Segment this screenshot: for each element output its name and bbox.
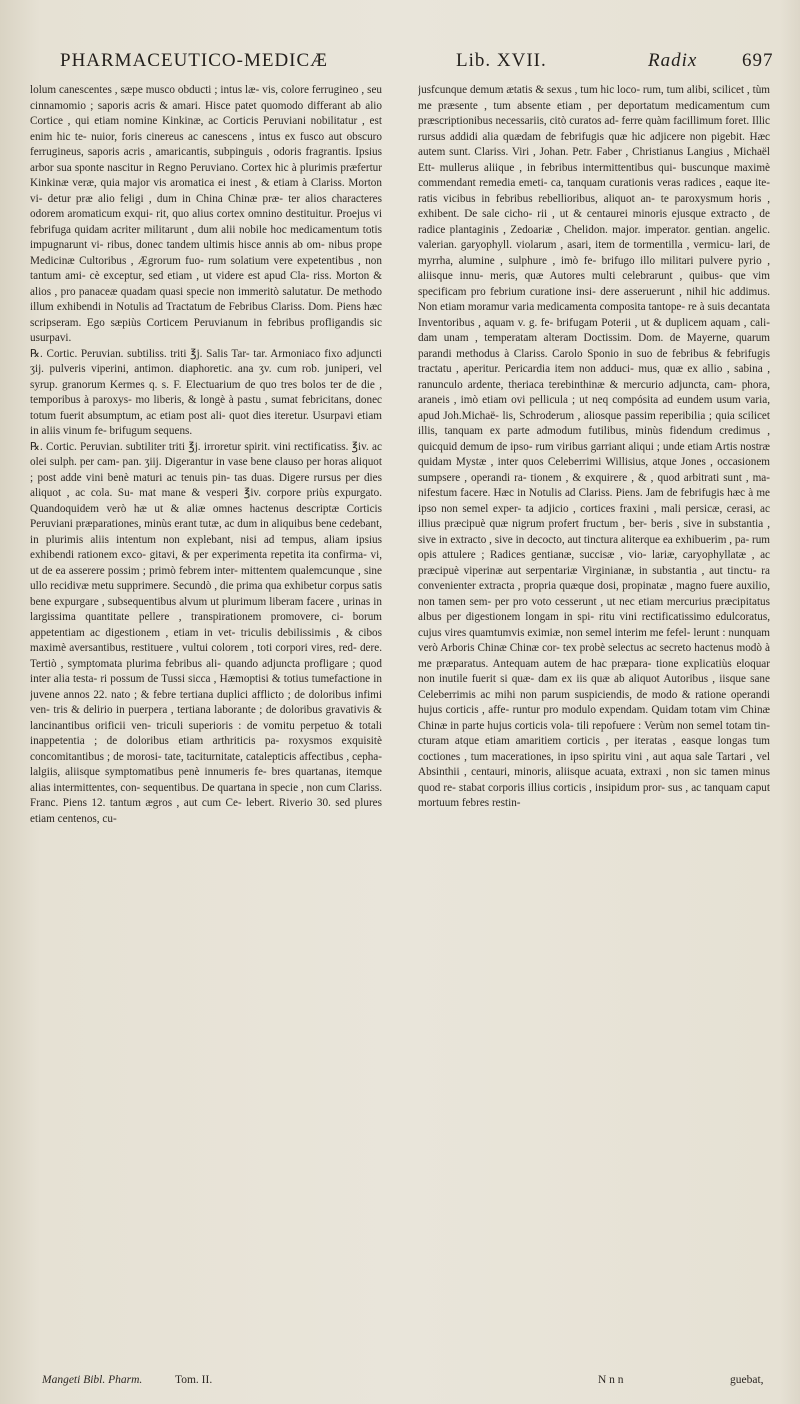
catchword: guebat, (730, 1374, 764, 1386)
header-title: PHARMACEUTICO-MEDICÆ (60, 50, 329, 71)
running-header (0, 44, 800, 78)
left-column (30, 83, 382, 1373)
paragraph: ℞. Cortic. Peruvian. subtiliter triti ℥j. irroretur spirit. vini rectificatiss. ℥iv. ac olei sulph. per cam- pan. ʒiij. Digerantur in vase bene clauso per horas aliquot ; post adde vini benè maturi ac tenuis pin- tas duas. Digere rursus per dies aliquot , ac cola. Su- mat mane & vesperi ℥iv. corpore priùs expurgato. Quandoquidem verò hæ ut & aliæ omnes hactenus descriptæ Corticis Peruviani præparationes, minùs erant tutæ, ac dum in aliquibus bene cedebant, in plurimis aliis intentum non explebant, nisi ad tempus, aliam ipsius exhibendi rationem exco- gitavi, & per experimenta repetita ita confirma- vi, ut de ea asserere possim ; primò febrem inter- mittentem qualemcunque , sine ullo recidivæ metu supprimere. Secundò , die prima qua exhibetur corpus satis bene expurgare , subsequentibus alvum ut plurimum liberam facere , urinas in largissima quantitate pellere , transpirationem promovere, ci- borum appetentiam ac digestionem , etiam in vet- triculis debilissimis , & cibos maximè aversantibus, restituere , vultui colorem , toti corpori vires, red- dere. Tertiò , symptomata plurima febribus ali- quando adjuncta profligare ; quod inter alia testa- ri possum de Tussi sicca , Hæmoptisi & totius tumefactione in juvene annos 22. nato ; & febre tertiana duplici afflicto ; de doloribus infimi ven- tris & delirio in puerpera , tertiana laborante ; de doloribus gravativis & lancinantibus orificii ven- triculi superioris : de vomitu perpetuo & totali inappetentia ; de doloribus etiam arthriticis pa- roxysmos exquisitè concomitantibus ; de morosi- tate, taciturnitate, catalepticis affectibus , cepha- lalgiis, aliisque symptomatibus penè innumeris fe- bres quartanas, itemque alias intermittentes, con- sequentibus. De quartana in specie , non cum Clariss. Franc. Piens 12. tantum ægros , aut cum Ce- lebert. Riverio 30. sed plures etiam centenos, cu- (30, 440, 382, 825)
paragraph: ℞. Cortic. Peruvian. subtiliss. triti ℥j. Salis Tar- tar. Armoniaco fixo adjuncti ʒij. pulveris viperini, antimon. diaphoretic. ana ʒv. cum rob. juniperi, vel syrup. granorum Kermes q. s. F. Electuarium de quo tres bolos ter de die , temporibus à paroxys- mo liberis, & longè à pastu , sumat febricitans, donec totum fuerit absumptum, ac etiam post ali- quot dies iteretur. Usurpavi etiam in aliis vinum fe- brifugum sequens. (30, 347, 382, 437)
signature-mark: N n n (598, 1374, 624, 1386)
header-section: Radix (648, 50, 698, 71)
right-column (418, 83, 770, 1373)
paragraph: jusfcunque demum ætatis & sexus , tum hic loco- rum, tum alibi, scilicet , tùm me præsente , tum absente etiam , per deportatum medicamentum cum præscriptionibus necessariis, citò curatos ad- ferre quàm facillimum foret. Illic rursus addidi alia quædam de febrifugis quæ hic adjicere non pigebit. Hæc autem sunt. Clariss. Viri , Johan. Petr. Faber , Christianus Langius , Michaël Ett- mullerus aliique , in febribus intermittentibus qui- buscunque maximè commendant remedia emeti- ca, tanquam curationis veras radices , eaque ite- ratis vicibus in febribus rebellioribus, aliquot an- te paroxysmum horis , exhibent. De sale cicho- rii , ut & centaurei minoris ejusque extracto , de radice plantaginis , Zedoariæ , Chelidon. major. imperator. gentian. angelic. valerian. garyophyll. violarum , asari, item de tormentilla , vermicu- lari, de myrrha, alumine , sulphure , imò fe- brifugo illo militari pulvere pyrio , aliisque innu- meris, quæ Autores multi celebrarunt , quibus- que vim specificam pro febrium curatione insi- dere asseruerunt , nihil hic addimus. Non etiam moramur varia medicamenta composita tantope- re à suis decantata Inventoribus , aquam v. g. fe- brifugam Poterii , ut & duplicem aquam , cali- dam unam , temperatam alteram Doctissim. Dom. de Mayerne, quarum parandi methodus à Clariss. Carolo Sponio in suo de febribus & febrifugis tractatu , aperitur. Pericardia item non adduci- mus, quæ ex allio , sabina , ranunculo ardente, theriaca terebinthinæ & mercurio adjuncta, cam- phora, araneis , imò etiam ovi pellicula ; ut neq compósita ad eundem usum varia, apud Joh.Michaë- lis, Schroderum , aliosque passim reperibilia ; quia scilicet illis, tanquam ex parte admodum futilibus, minùs fidendum credimus , quicquid demum de ipso- rum viribus garriant aliqui ; unde etiam Artis nostræ quidam Mystæ , inter quos Celeberrimi Willisius, atque Jones , occasionem sumpsere , operandi ra- tionem , & exquirere , & , quod arbitrati sunt , ma- nifestum facere. Hæc in Notulis ad Clariss. Piens. Jam de febrifugis hæc à me ipso non semel exper- ta adjicio , cortices fraxini , mali persicæ, cerasi, ac illius præcipuè quæ nigrum profert fructum , ber- beris , sive in substantia , sive in extracto , sive in decocto, aut tinctura aliterque ea exhibuerim , pa- rum opis attulere ; Radices gentianæ, succisæ , vio- lariæ, caryophyllatæ , ac præcipuè viperinæ aut serpentariæ Virginianæ, in substantia , aut tinctu- ra convenienter extracta , propria quæque dosi, propinatæ , magno fuere auxilio, non tamen sem- per pro voto cesserunt , ut nec etiam mercurius præcipitatus albus per digestionem longam in spi- ritu vini rectificatissimo edulcoratus, cujus vires quamtumvis eximiæ, non semel interim me fefel- lerunt : nunquam verò Arboris Chinæ Chinæ cor- tex probè selectus ac secreto hactenus modò à me præparatus. Antequam autem de hac præpara- tione explicatiùs eloquar non inutile fuerit si quæ- dam ex iis quæ ab aliquot Autoribus , iisque sane Celeberrimis ac mihi non parum suspiciendis, de modo & ratione operandi hujus corticis , affe- runtur pro modulo expendam. Quidam totam vim Chinæ Chinæ in parte hujus corticis vola- tili repofuere : Verùm non semel totam tin- cturam atque etiam amaritiem corticis , per iteratas , easque longas tum coctiones , tum macerationes, in ipso spiritu vini , aut aqua sale Tartari , vel Absinthii , centauri, minoris, aliisque acuata, extraxi , non sic tamen minus quod re- stabat corporis illius corticis , insipidum pror- sus , ac tanquam caput mortuum febres restin- (418, 84, 770, 809)
volume-text: Tom. II. (175, 1374, 213, 1386)
page-footer (30, 1374, 790, 1392)
signature-text: Mangeti Bibl. Pharm. (42, 1374, 143, 1386)
paragraph: lolum canescentes , sæpe musco obducti ; intus læ- vis, colore ferrugineo , seu cinnamomio ; saporis acris & amari. Hisce patet quomodo differant ab alio Cortice , qui etiam nomine Kinkinæ, ac Corticis Peruviani nobilitatur , est enim hic te- nuior, foris cinereus ac canescens , intus ex fusco aut obscuro ferrugineus, saporis acris , amaricantis, subpinguis , odoris fragrantis. Ipsius arbor sua sponte nascitur in Regno Peruviano. Cortex hic à plurimis præfertur Kinkinæ veræ, quia major vis aromatica ei inest , & etiam à Clariss. Morton vi- detur præ alio feligi , dum in China Chinæ præ- ter alios characteres odorem aromaticum exqui- rit, quo alius cortex omnino destituitur. Proejus vi febrifuga quidam acriter militarunt , dum alii nobile hoc medicamentum totis impugnarunt vi- ribus, donec tandem ultimis hisce annis ab om- nibus prope Medicinæ Cultoribus , Ægrorum fuo- rum solatium vere expetentibus , non tantum ami- cè exceptur, sed etiam , ut videre est apud Cla- riss. Morton & alios , pro panaceæ quadam quasi specie non immeritò salutatur. De methodo illum exhibendi in Notulis ad Tractatum de Febribus Clariss. Dom. Piens hæc scripseram. Ego sæpiùs Corticem Peruvianum in febribus profligandis sic usurpavi. (30, 84, 382, 344)
header-book: Lib. XVII. (456, 50, 547, 71)
page-number: 697 (742, 50, 774, 71)
